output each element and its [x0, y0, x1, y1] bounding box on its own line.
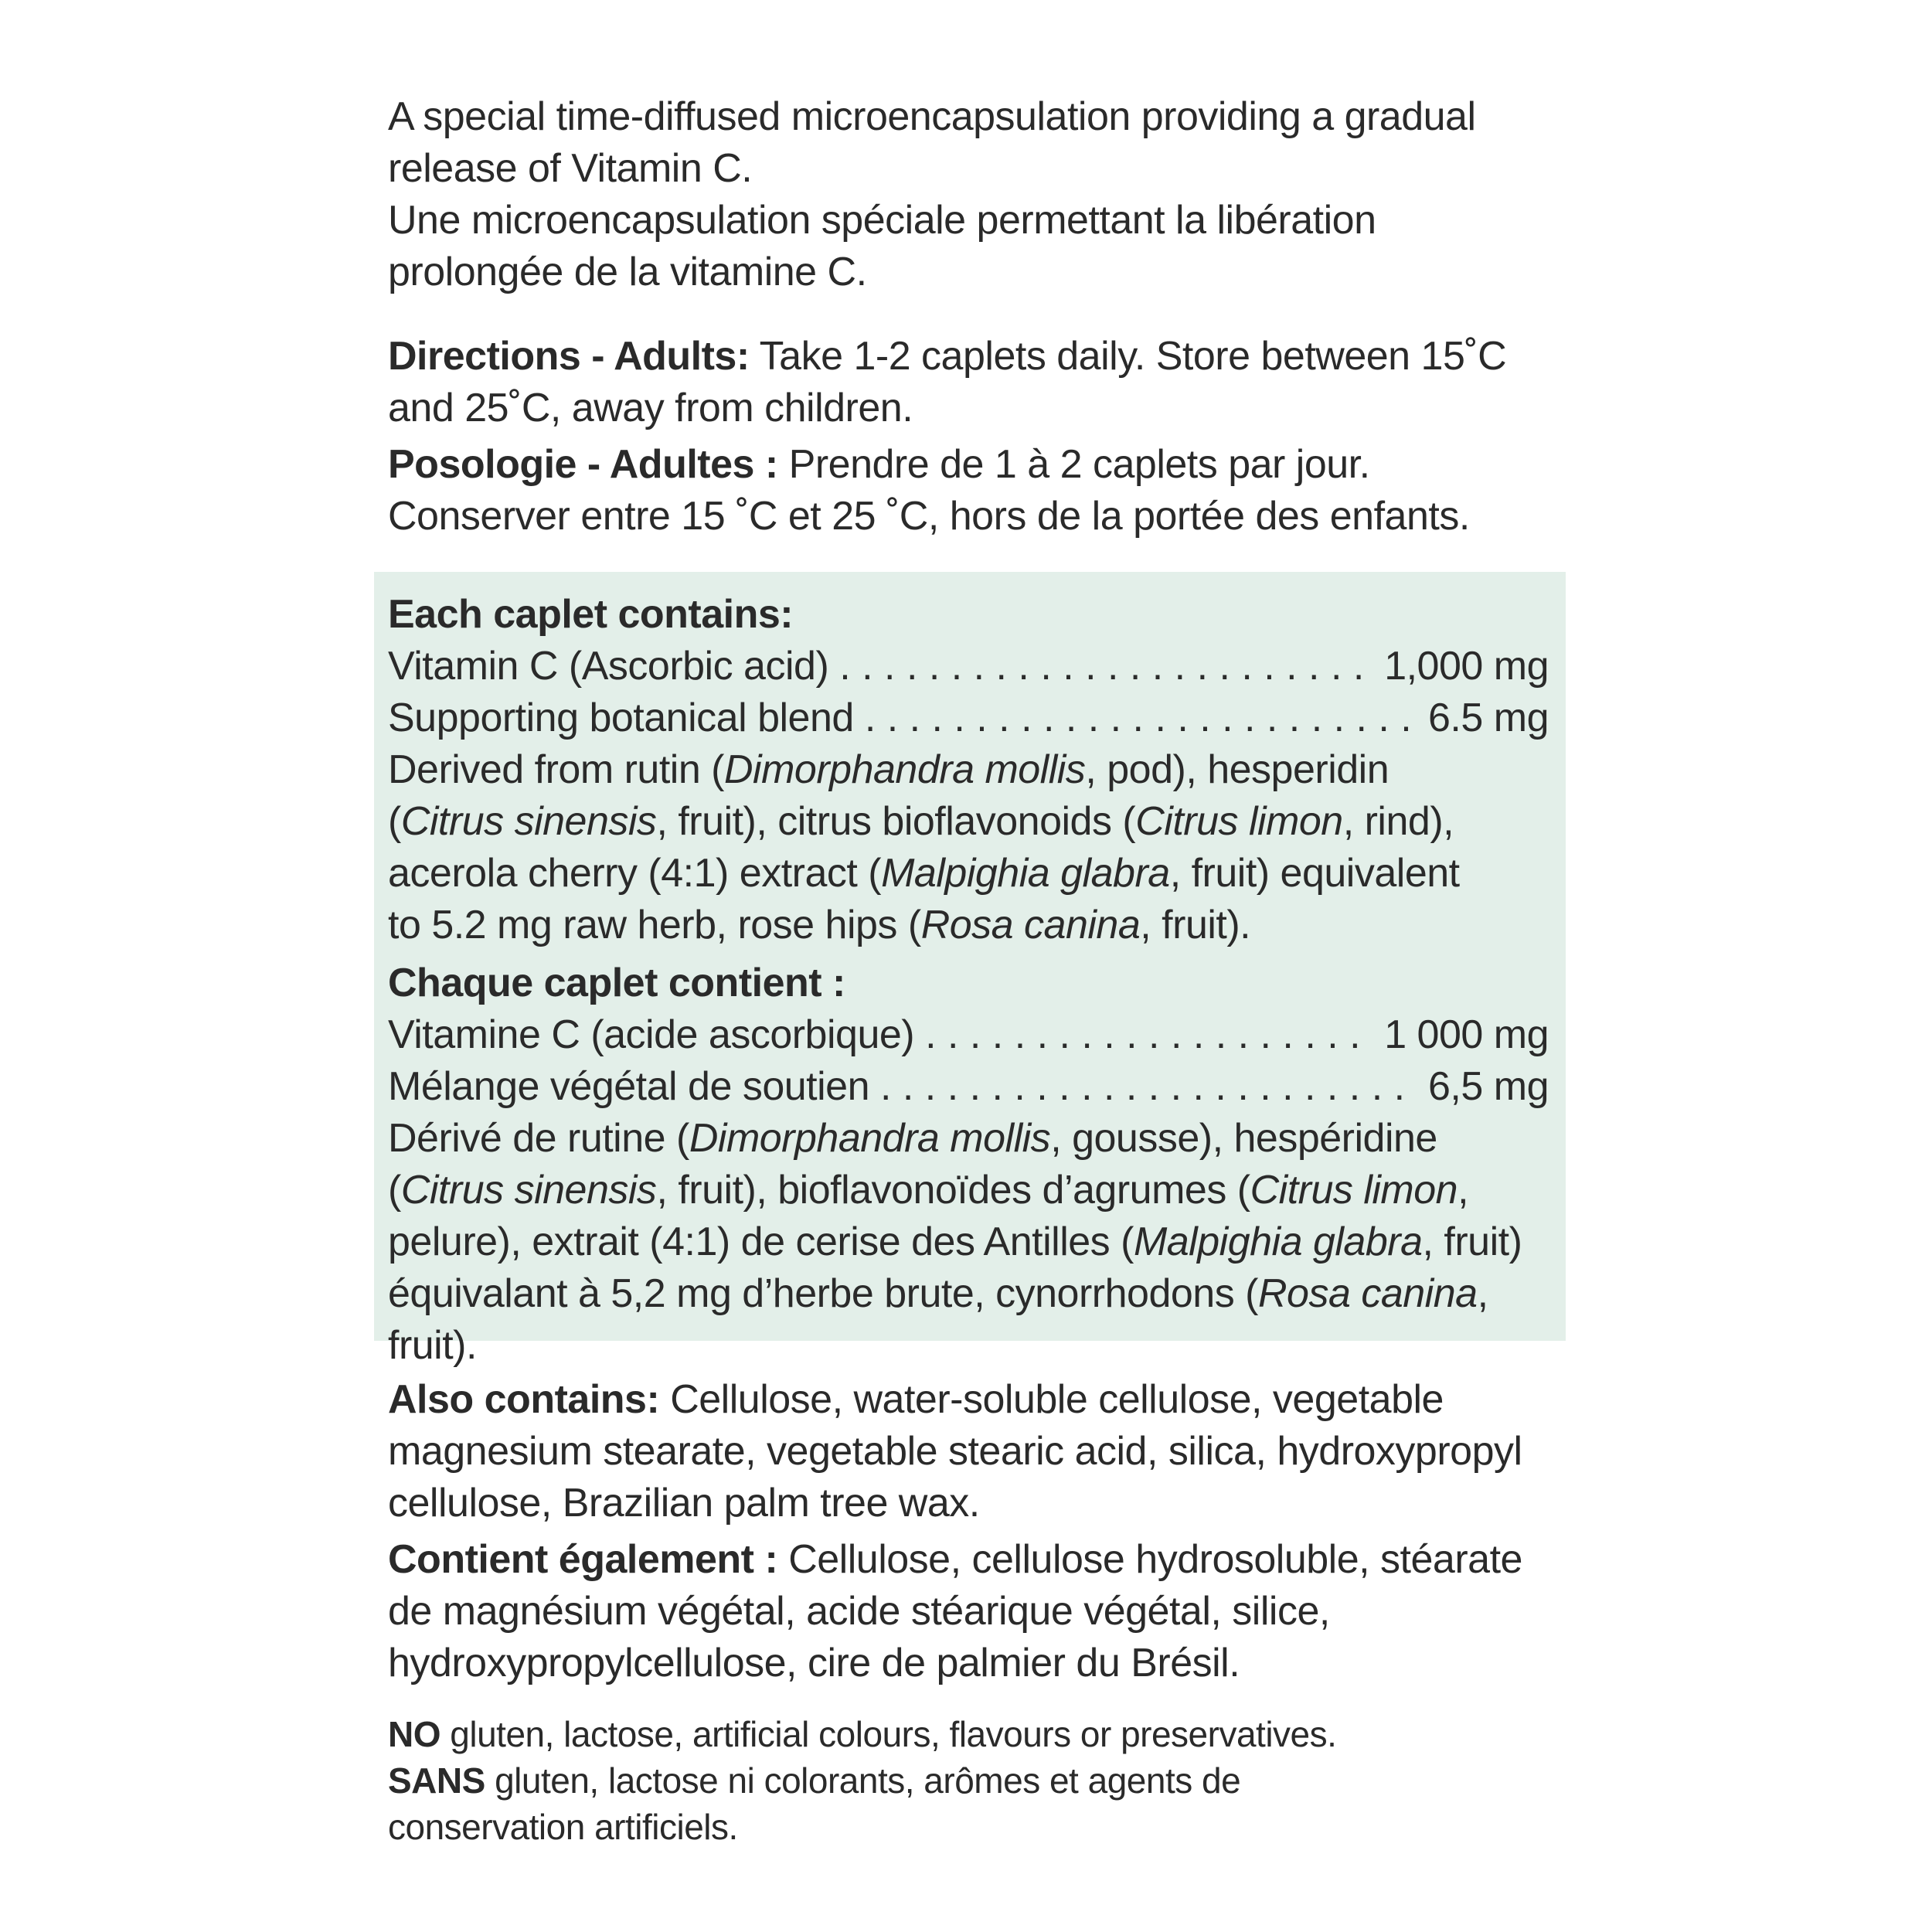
intro-fr: Une microencapsulation spéciale permettant la libération prolongée de la vitamine C.: [388, 198, 1376, 294]
also-contains-fr-label: Contient également :: [388, 1537, 778, 1582]
botanical-name: Citrus limon: [1135, 799, 1343, 844]
ingredient-amount: 6,5 mg: [1428, 1064, 1549, 1109]
derived-text: , fruit).: [388, 1271, 1488, 1368]
free-from-fr-text: gluten, lactose ni colorants, arômes et agents de conservation artificiels.: [388, 1760, 1241, 1847]
derived-text: , fruit).: [1140, 903, 1251, 947]
ingredient-amount: 1 000 mg: [1384, 1012, 1549, 1057]
directions-section: [388, 331, 1532, 543]
ingredient-name: Supporting botanical blend: [388, 696, 854, 740]
ingredient-amount: 1,000 mg: [1384, 644, 1549, 689]
free-from-en: [388, 1711, 1470, 1757]
free-from-fr-label: SANS: [388, 1760, 485, 1801]
also-contains-fr: [388, 1534, 1547, 1689]
also-contains-en-text: Cellulose, water-soluble cellulose, vegetable magnesium stearate, vegetable stearic acid, silica, hydroxypropyl cellulose, Brazilian palm tree wax.: [388, 1377, 1522, 1526]
botanical-name: Citrus sinensis: [400, 799, 657, 844]
intro-en: A special time-diffused microencapsulation providing a gradual release of Vitamin C.: [388, 94, 1476, 191]
ingredient-amount: 6.5 mg: [1428, 696, 1549, 740]
directions-en-text: Take 1-2 caplets daily. Store between 15˚C and 25˚C, away from children.: [388, 334, 1507, 430]
derived-text: , pelure), extrait (4:1) de cerise des Antilles (: [388, 1168, 1469, 1264]
ingredient-row: [388, 1009, 1549, 1061]
also-contains-fr-text: Cellulose, cellulose hydrosoluble, stéarate de magnésium végétal, acide stéarique végétal, silice, hydroxypropylcellulose, cire de palmier du Brésil.: [388, 1537, 1522, 1685]
directions-en: [388, 331, 1532, 434]
botanical-name: Citrus sinensis: [400, 1168, 657, 1213]
derived-text: , fruit), bioflavonoïdes d’agrumes (: [656, 1168, 1250, 1213]
ingredients-section: [388, 589, 1549, 1372]
derived-text: Derived from rutin (: [388, 747, 724, 792]
ingredient-row: [388, 692, 1549, 744]
directions-fr-label: Posologie - Adultes :: [388, 442, 778, 487]
contains-heading-en-text: Each caplet contains:: [388, 592, 794, 637]
free-from-en-label: NO: [388, 1714, 440, 1754]
also-contains-section: [388, 1374, 1547, 1689]
leader-dots: [839, 641, 1373, 692]
ingredient-name: Vitamin C (Ascorbic acid): [388, 644, 829, 689]
contains-heading-fr-text: Chaque caplet contient :: [388, 961, 845, 1005]
directions-fr: [388, 439, 1532, 543]
derived-en: [388, 744, 1485, 951]
derived-text: , fruit) equivalent to 5.2 mg raw herb, rose hips (: [388, 851, 1460, 947]
derived-text: , fruit) équivalant à 5,2 mg d’herbe brute, cynorrhodons (: [388, 1219, 1522, 1316]
derived-fr: [388, 1113, 1555, 1372]
intro-section: [388, 91, 1547, 298]
free-from-en-text: gluten, lactose, artificial colours, flavours or preservatives.: [440, 1714, 1337, 1754]
free-from-fr: [388, 1757, 1315, 1850]
ingredient-name: Mélange végétal de soutien: [388, 1064, 870, 1109]
ingredient-row: [388, 641, 1549, 692]
free-from-section: [388, 1711, 1470, 1850]
derived-text: , gousse), hespéridine (: [388, 1116, 1437, 1213]
botanical-name: Citrus limon: [1250, 1168, 1458, 1213]
botanical-name: Rosa canina: [920, 903, 1141, 947]
botanical-name: Dimorphandra mollis: [689, 1116, 1051, 1161]
also-contains-en-label: Also contains:: [388, 1377, 660, 1422]
also-contains-en: [388, 1374, 1547, 1529]
derived-text: , pod), hesperidin (: [388, 747, 1389, 844]
botanical-name: Rosa canina: [1257, 1271, 1478, 1316]
botanical-name: Malpighia glabra: [881, 851, 1170, 896]
contains-heading-en: [388, 589, 1549, 641]
directions-fr-text: Prendre de 1 à 2 caplets par jour. Conserver entre 15 ˚C et 25 ˚C, hors de la portée des enfants.: [388, 442, 1470, 539]
derived-text: , rind), acerola cherry (4:1) extract (: [388, 799, 1454, 896]
botanical-name: Dimorphandra mollis: [724, 747, 1086, 792]
contains-heading-fr: [388, 957, 1549, 1009]
botanical-name: Malpighia glabra: [1133, 1219, 1423, 1264]
leader-dots: [880, 1061, 1417, 1113]
leader-dots: [865, 692, 1417, 744]
leader-dots: [925, 1009, 1373, 1061]
ingredient-name: Vitamine C (acide ascorbique): [388, 1012, 915, 1057]
ingredient-row: [388, 1061, 1549, 1113]
derived-text: Dérivé de rutine (: [388, 1116, 689, 1161]
directions-en-label: Directions - Adults:: [388, 334, 750, 379]
derived-text: , fruit), citrus bioflavonoids (: [656, 799, 1136, 844]
